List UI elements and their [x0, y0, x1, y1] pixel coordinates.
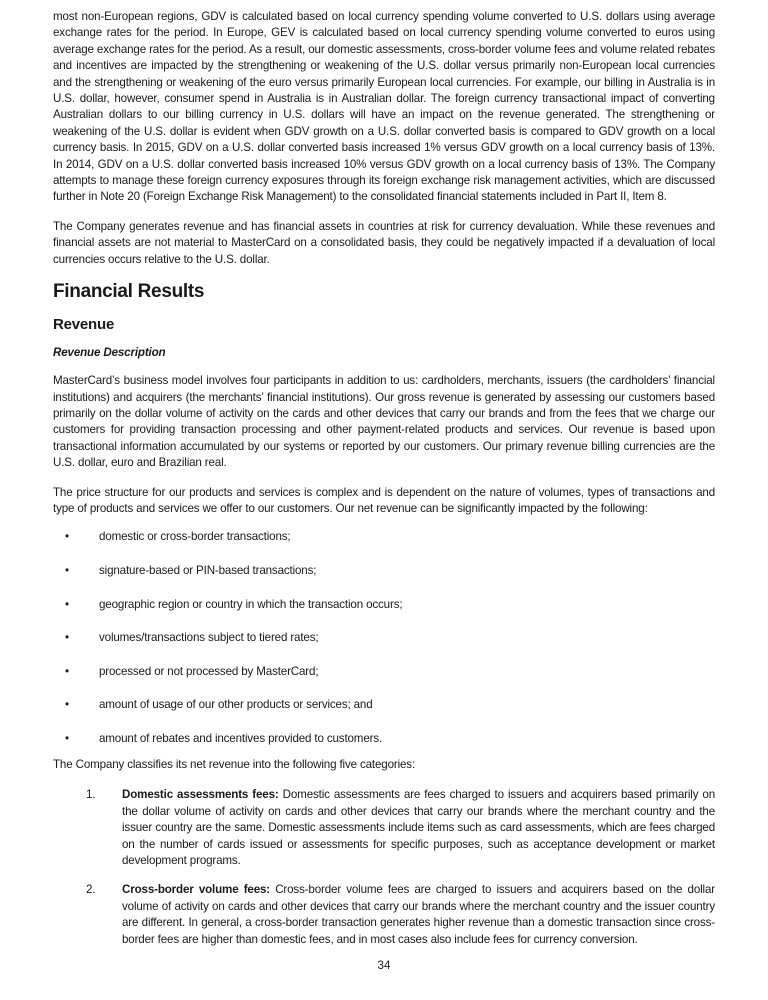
category-text: Cross-border volume fees are charged to issuers and acquirers based on the dollar volume of activity on cards and other devices that carry our brands where the merchant country and the issuer country are different. In general, a cross-border transaction generates higher revenue than a domestic transaction since cross-border fees are higher than domestic fees, and in most cases also include fees for currency conversion.: [122, 883, 715, 946]
category-item: [53, 882, 715, 948]
heading-revenue-description: Revenue Description: [53, 346, 166, 360]
intro-paragraph-devaluation: The Company generates revenue and has financial assets in countries at risk for currency devaluation. While these revenues and financial assets are not material to MasterCard on a consolidated basis, they could be negatively impacted if a devaluation of local currencies occurs relative to the U.S. dollar.: [53, 219, 715, 266]
list-item-text: volumes/transactions subject to tiered rates;: [99, 631, 319, 645]
list-item-text: amount of usage of our other products or services; and: [99, 698, 373, 712]
intro-paragraph-currency: most non-European regions, GDV is calculated based on local currency spending volume converted to U.S. dollars using average exchange rates for the period. In Europe, GEV is calculated based on local currency spending volume converted to euros using average exchange rates for the period. As a result, our domestic assessments, cross-border volume fees and volume related rebates and incentives are impacted by the strengthening or weakening of the U.S. dollar versus primarily non-European local currencies and the strengthening or weakening of the euro versus primarily European local currencies. For example, our billing in Australia is in U.S. dollar, however, consumer spend in Australia is in Australian dollar. The foreign currency transactional impact of converting Australian dollars to our billing currency in U.S. dollars will have an impact on the revenue generated. The strengthening or weakening of the U.S. dollar is evident when GDV growth on a U.S. dollar converted basis is compared to GDV growth on a local currency basis. In 2015, GDV on a U.S. dollar converted basis increased 1% versus GDV growth on a local currency basis of 13%. In 2014, GDV on a U.S. dollar converted basis increased 10% versus GDV growth on a local currency basis of 13%. The Company attempts to manage these foreign currency exposures through its foreign exchange risk management activities, which are discussed further in Note 20 (Foreign Exchange Risk Management) to the consolidated financial statements included in Part II, Item 8.: [53, 10, 715, 204]
list-item-text: processed or not processed by MasterCard;: [99, 664, 319, 678]
list-item: [53, 529, 715, 545]
page-number: 34: [377, 959, 391, 972]
category-title: Domestic assessments fees:: [122, 788, 279, 802]
list-item: [53, 664, 715, 680]
bullet-icon: •: [65, 563, 69, 577]
heading-financial-results: Financial Results: [53, 281, 205, 303]
list-item-text: domestic or cross-border transactions;: [99, 530, 291, 544]
category-text: Domestic assessments are fees charged to issuers and acquirers based primarily on the dollar volume of activity on cards and other devices that carry our brands where the merchant country and the issuer country are the same. Domestic assessments include items such as card assessments, which are fees charged on the number of cards issued or assessments for specific purposes, such as acceptance development or market development programs.: [122, 788, 715, 867]
bullet-icon: •: [65, 631, 69, 645]
revenue-paragraph-price-structure: The price structure for our products and services is complex and is dependent on the nature of volumes, types of transactions and type of products and services we offer to our customers. Our net revenue can be significantly impacted by the following:: [53, 485, 715, 515]
list-item-text: geographic region or country in which the transaction occurs;: [99, 597, 403, 611]
list-item: [53, 731, 715, 747]
category-title: Cross-border volume fees:: [122, 883, 271, 897]
document-page: [53, 9, 715, 961]
list-item: [53, 563, 715, 579]
category-number: 1.: [86, 788, 96, 802]
list-item: [53, 630, 715, 646]
heading-revenue: Revenue: [53, 316, 115, 334]
list-item: [53, 697, 715, 713]
category-item: [53, 787, 715, 869]
bullet-icon: •: [65, 664, 69, 678]
list-item-text: signature-based or PIN-based transactions;: [99, 563, 317, 577]
revenue-factors-list: [53, 529, 715, 747]
category-number: 2.: [86, 883, 96, 897]
bullet-icon: •: [65, 597, 69, 611]
bullet-icon: •: [65, 731, 69, 745]
categories-intro: The Company classifies its net revenue into the following five categories:: [53, 757, 416, 771]
revenue-paragraph-business-model: MasterCard’s business model involves four participants in addition to us: cardholders, merchants, issuers (the cardholders’ financial institutions) and acquirers (the merchants’ financial institutions). Our gross revenue is generated by assessing our customers based primarily on the dollar volume of activity on the cards and other devices that carry our brands and from the fees that we charge our customers for providing transaction processing and other payment-related products and services. Our revenue is based upon transactional information accumulated by our systems or reported by our customers. Our primary revenue billing currencies are the U.S. dollar, euro and Brazilian real.: [53, 374, 715, 470]
bullet-icon: •: [65, 698, 69, 712]
list-item-text: amount of rebates and incentives provided to customers.: [99, 731, 383, 745]
list-item: [53, 597, 715, 613]
bullet-icon: •: [65, 530, 69, 544]
revenue-categories-list: [53, 787, 715, 948]
